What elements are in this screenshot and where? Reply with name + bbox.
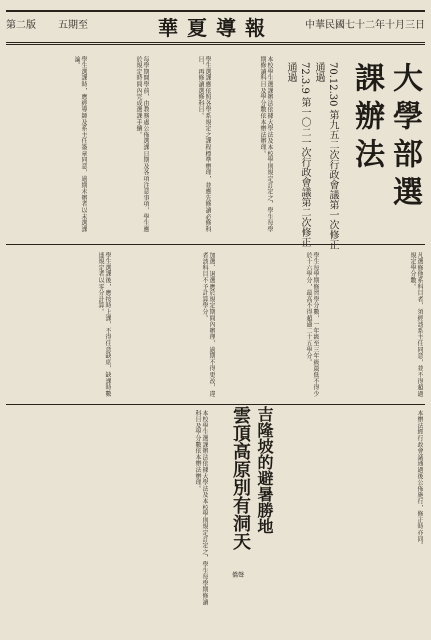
article-title: 大學部選課辦法 (349, 62, 422, 214)
page-label: 第二版 (6, 20, 36, 31)
subtitle-line-1: 70.12.30 第九五二次行政會議第一次修正通過 (313, 62, 338, 250)
feature-byline: 僑聲 (232, 572, 245, 579)
masthead-title: 華夏導報 (158, 16, 274, 40)
article-col-9: 本辦法經行政會議通過後公佈施行，修正時亦同。 (416, 410, 423, 549)
article-subtitle (283, 62, 339, 252)
masthead-bar (6, 10, 425, 43)
feature-headline (214, 406, 276, 596)
issue-date: 中華民國七十二年十月三日 (305, 20, 425, 31)
article-col-10: 本校學生選課辦法依據大學法及本校學則規定訂定之，學生每學期修讀科目及學分數依本辦法辦理。 (194, 410, 208, 606)
article-col-6: 學生每學期修習學分數，一年級至三年級最低不得少於十六學分，最高不得超過二十五學分。 (305, 252, 319, 397)
feature-line-2: 雲頂高原別有洞天 (230, 406, 251, 550)
subtitle-line-2: 72.3.9 第一〇二一次行政會議第二次修正通過 (285, 62, 310, 247)
feature-line-1: 吉隆坡的避暑勝地 (255, 406, 274, 534)
article-col-7: 加選、退選應於規定期間內辦理，逾期不得更改，違者該科目不予計算學分。 (201, 252, 215, 397)
article-col-2: 學生選課應依照各學系規定之課程標準辦理，並應先修讀必修科目，再修讀選修科目。 (197, 56, 211, 233)
article-col-8: 學生選課後，應按時上課，不得任意缺席，缺課時數達規定者以零分計算。 (97, 252, 111, 397)
article-col-1: 本校學生選課辦法依據大學法及本校學則規定訂定之，學生每學期修讀科目及學分數依本辦法辦理。 (259, 56, 273, 233)
lower-rule (6, 404, 425, 405)
article-col-3: 每學期開學前，由教務處公佈選課日期及各項注意事項，學生應於規定時間內完成選課手續。 (135, 56, 149, 233)
article-col-4: 學生選課時，應經導師及系主任簽章同意，逾期未辦者以未選課論。 (73, 56, 87, 233)
article-col-5: 凡選修他系科目者，須經該系主任同意，並不得超過規定學分數。 (409, 252, 423, 397)
mid-rule (6, 244, 425, 245)
period-label: 五期至 (58, 20, 88, 31)
header-rule (6, 44, 425, 45)
